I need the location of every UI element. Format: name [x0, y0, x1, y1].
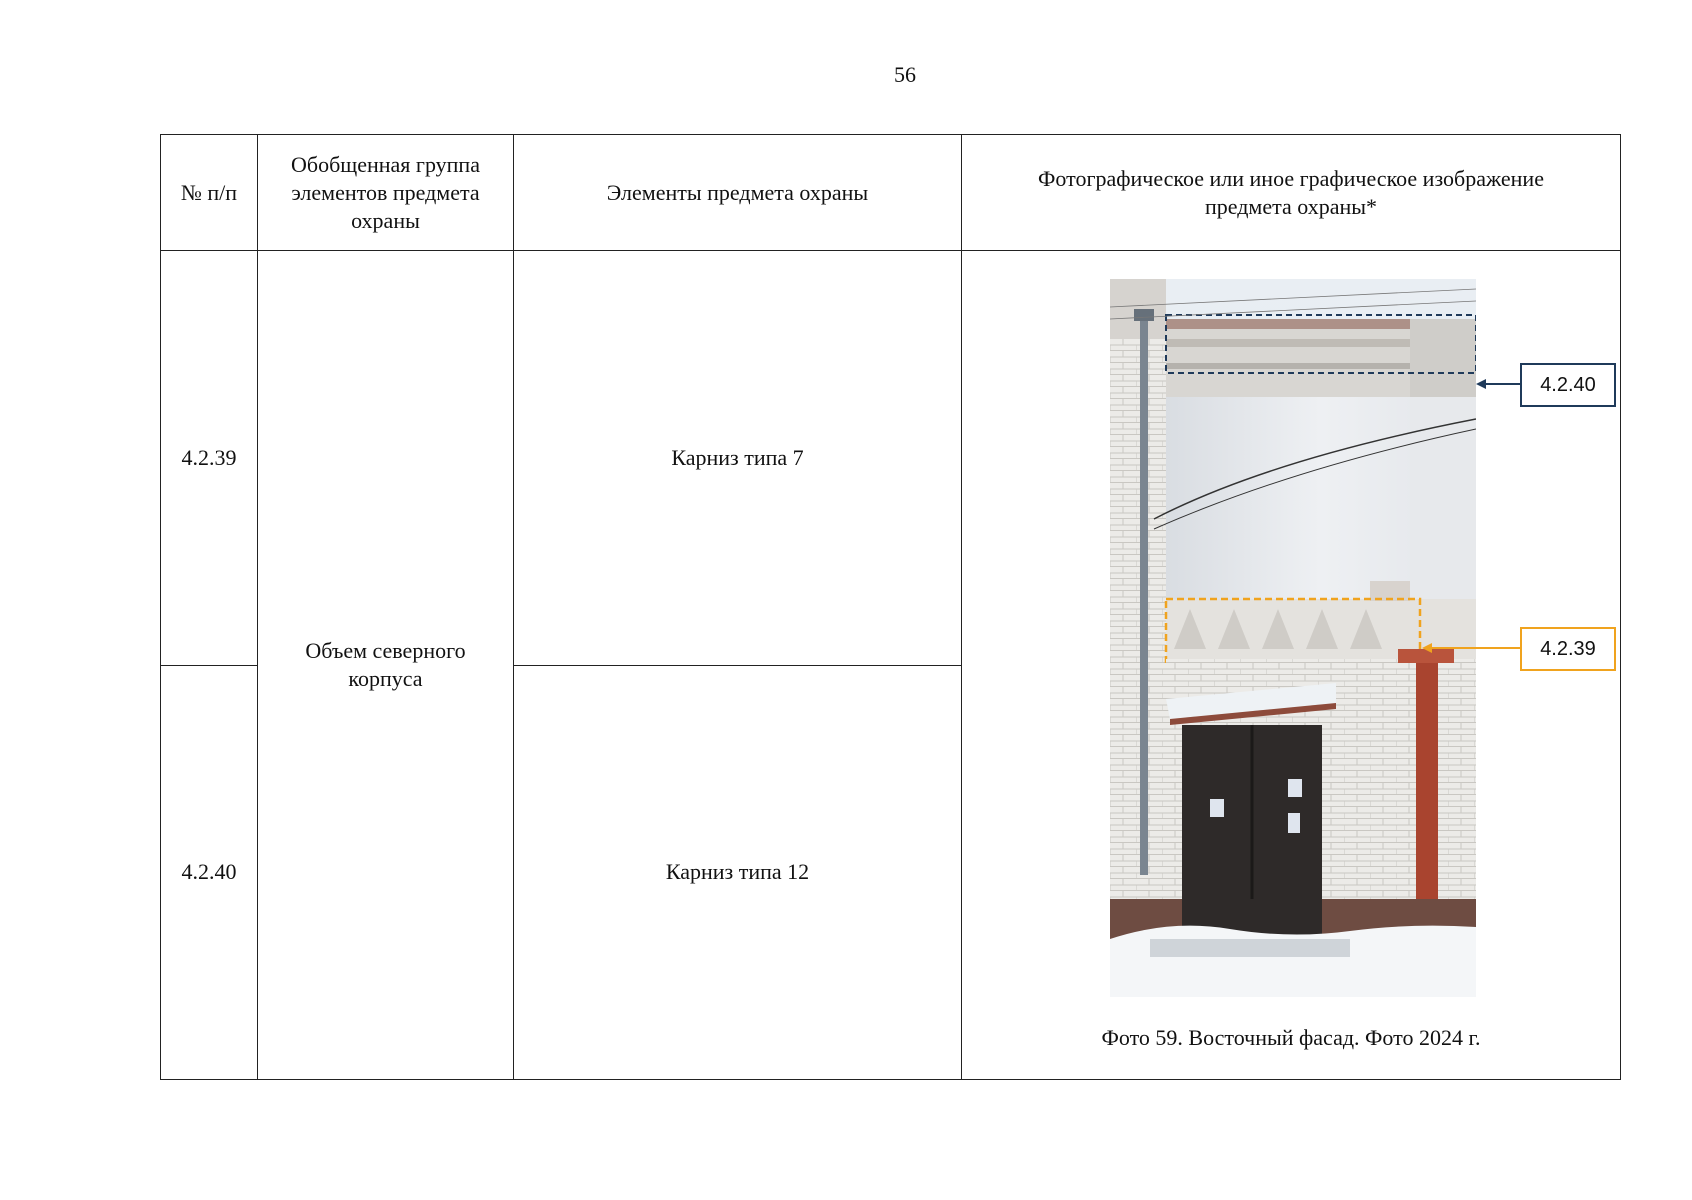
page-number: 56 [894, 62, 916, 87]
callout-arrow-upper [1476, 377, 1524, 391]
element-cell: Карниз типа 12 [514, 665, 962, 1080]
callout-label-lower: 4.2.39 [1520, 627, 1616, 671]
header-group: Обобщенная группа элементов предмета охраны [258, 135, 514, 251]
element-cell: Карниз типа 7 [514, 251, 962, 666]
header-elements: Элементы предмета охраны [514, 135, 962, 251]
photo-cell [962, 251, 1621, 1080]
row-number: 4.2.40 [161, 665, 258, 1080]
header-image: Фотографическое или иное графическое изображение предмета охраны* [962, 135, 1621, 251]
photo-caption: Фото 59. Восточный фасад. Фото 2024 г. [1101, 1025, 1481, 1050]
heritage-elements-table [160, 134, 1621, 1080]
table-header-row [161, 135, 1621, 251]
callout-arrow-lower [1422, 641, 1522, 655]
table-row [161, 251, 1621, 666]
group-cell: Объем северного корпуса [258, 251, 514, 1080]
facade-photo [1110, 279, 1476, 997]
header-number: № п/п [161, 135, 258, 251]
callout-label-upper: 4.2.40 [1520, 363, 1616, 407]
row-number: 4.2.39 [161, 251, 258, 666]
